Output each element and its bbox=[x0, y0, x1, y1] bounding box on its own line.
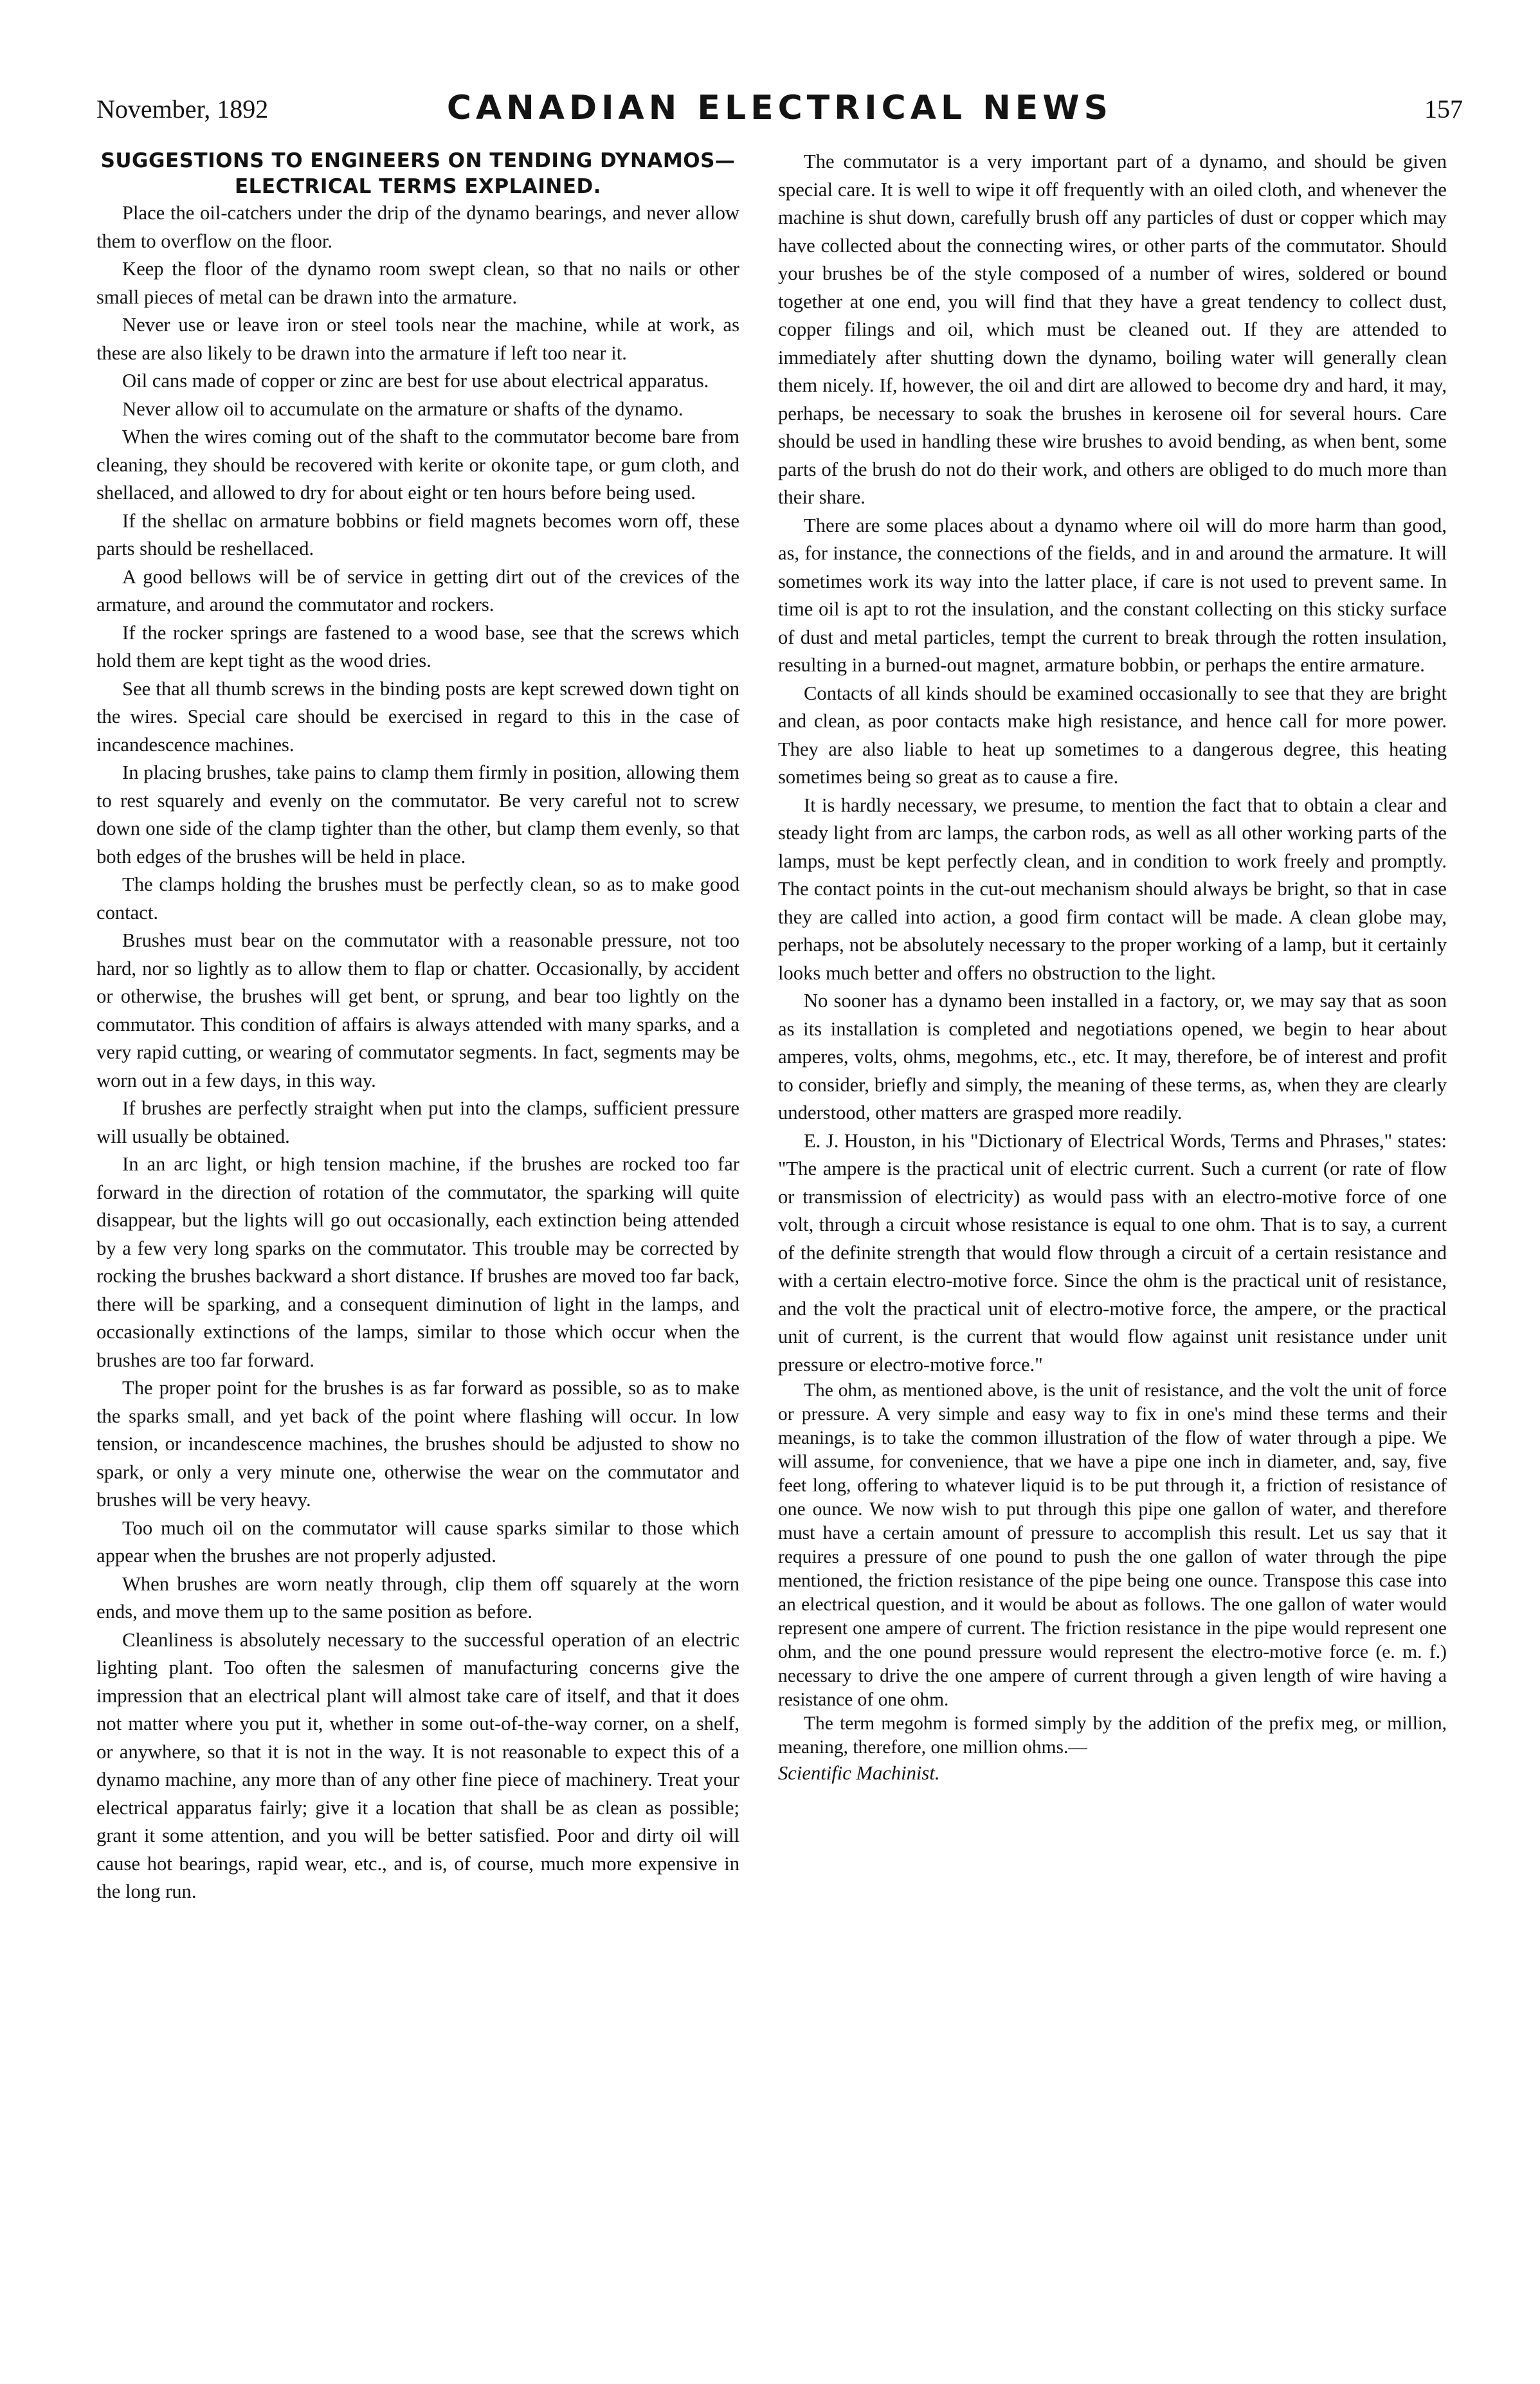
article-paragraph: There are some places about a dynamo where oil will do more harm than good, as, for instance, the connections of the fields, and in and around the armature. It will sometimes work its way into the latter place, if care is not used to prevent same. In time oil is apt to rot the insulation, and the constant collecting on this sticky surface of dust and metal particles, tempt the current to break through the rotten insulation, resulting in a burned-out magnet, armature bobbin, or perhaps the entire armature. bbox=[778, 514, 1447, 676]
article-paragraph: Contacts of all kinds should be examined occasionally to see that they are bright and clean, as poor contacts make high resistance, and hence call for more power. They are also liable to heat up sometimes to a dangerous degree, this heating sometimes being so great as to cause a fire. bbox=[778, 682, 1447, 788]
article-paragraph: A good bellows will be of service in getting dirt out of the crevices of the armature, and around the commutator and rockers. bbox=[96, 565, 739, 615]
article-paragraph: It is hardly necessary, we presume, to mention the fact that to obtain a clear and steady light from arc lamps, the carbon rods, as well as all other working parts of the lamps, must be kept perfectly clean, and in condition to work freely and promptly. The contact points in the cut-out mechanism should always be bright, so that in case they are called into action, a good firm contact will be made. A clean globe may, perhaps, not be absolutely necessary to the proper working of a lamp, but it certainly looks much better and offers no obstruction to the light. bbox=[778, 794, 1447, 984]
article-title-line-2: ELECTRICAL TERMS EXPLAINED. bbox=[234, 175, 602, 198]
article-paragraph: See that all thumb screws in the binding posts are kept screwed down tight on the wires. Special care should be exercised in regard to this in the case of incandescence machines. bbox=[96, 677, 739, 756]
article-paragraph: The ohm, as mentioned above, is the unit of resistance, and the volt the unit of force or pressure. A very simple and easy way to fix in one's mind these terms and their meanings, is to take the common illustration of the flow of water through a pipe. We will assume, for convenience, that we have a pipe one inch in diameter, and, say, five feet long, offering to whatever liquid is to be put through it, a friction of resistance of one ounce. We now wish to put through this pipe one gallon of water, and therefore must have a certain amount of pressure to accomplish this result. Let us say that it requires a pressure of one pound to push the one gallon of water through the pipe mentioned, the friction resistance of the pipe being one ounce. Transpose this case into an electrical question, and it would be about as follows. The one gallon of water would represent one ampere of current. The friction resistance in the pipe would represent one ohm, and the one pound pressure would represent the electro-motive force (e. m. f.) necessary to drive the one ampere of current through a given length of wire having a resistance of one ohm. bbox=[778, 1380, 1447, 1710]
article-paragraph: If the shellac on armature bobbins or field magnets becomes worn off, these parts should be reshellaced. bbox=[96, 509, 739, 560]
article-paragraph: No sooner has a dynamo been installed in a factory, or, we may say that as soon as its installation is completed and negotiations opened, we begin to hear about amperes, volts, ohms, megohms, etc., etc. It may, therefore, be of interest and profit to consider, briefly and simply, the meaning of these terms, as, when they are clearly understood, other matters are grasped more readily. bbox=[778, 990, 1447, 1124]
article-paragraph: Too much oil on the commutator will cause sparks similar to those which appear when the brushes are not properly adjusted. bbox=[96, 1516, 739, 1567]
left-column bbox=[96, 148, 739, 2360]
right-column-body bbox=[778, 148, 1447, 1760]
article-paragraph: Cleanliness is absolutely necessary to the successful operation of an electric lighting plant. Too often the salesmen of manufacturing concerns give the impression that an electrical plant will almost take care of itself, and that it does not matter where you put it, whether in some out-of-the-way corner, on a shelf, or anywhere, so that it is not in the way. It is not reasonable to expect this of a dynamo machine, any more than of any other fine piece of machinery. Treat your electrical apparatus fairly; give it a location that shall be as clean as possible; grant it some attention, and you will be better satisfied. Poor and dirty oil will cause hot bearings, rapid wear, etc., and is, of course, much more expensive in the long run. bbox=[96, 1628, 739, 1902]
article-paragraph: In an arc light, or high tension machine, if the brushes are rocked too far forward in the direction of rotation of the commutator, the sparking will quite disappear, but the lights will go out occasionally, each extinction being attended by a few very long sparks on the commutator. This trouble may be corrected by rocking the brushes backward a short distance. If brushes are moved too far back, there will be sparking, and a consequent diminution of light in the lamps, and occasionally extinctions of the lamps, similar to those which occur when the brushes are too far forward. bbox=[96, 1153, 739, 1371]
article-paragraph: Never allow oil to accumulate on the armature or shafts of the dynamo. bbox=[122, 397, 684, 420]
page-header bbox=[96, 89, 1463, 134]
article-paragraph: Oil cans made of copper or zinc are best for use about electrical apparatus. bbox=[122, 370, 709, 392]
article-paragraph: Place the oil-catchers under the drip of the dynamo bearings, and never allow them to overflow on the floor. bbox=[96, 202, 739, 252]
article-paragraph: If the rocker springs are fastened to a wood base, see that the screws which hold them are kept tight as the wood dries. bbox=[96, 621, 739, 671]
article-paragraph: When the wires coming out of the shaft to the commutator become bare from cleaning, they should be recovered with kerite or okonite tape, or gum cloth, and shellaced, and allowed to dry for about eight or ten hours before being used. bbox=[96, 426, 739, 504]
right-column bbox=[778, 148, 1447, 2360]
publication-title: CANADIAN ELECTRICAL NEWS bbox=[446, 89, 1113, 127]
article-source: Scientific Machinist. bbox=[778, 1762, 940, 1784]
article-paragraph: If brushes are perfectly straight when put into the clamps, sufficient pressure will usually be obtained. bbox=[96, 1097, 739, 1147]
article-paragraph: The commutator is a very important part of a dynamo, and should be given special care. It is well to wipe it off frequently with an oiled cloth, and whenever the machine is shut down, carefully brush off any particles of dust or copper which may have collected about the connecting wires, or other parts of the commutator. Should your brushes be of the style composed of a number of wires, soldered or bound together at one end, you will find that they have a great tendency to collect dust, copper filings and oil, which must be cleaned out. If they are attended to immediately after shutting down the dynamo, boiling water will generally clean them nicely. If, however, the oil and dirt are allowed to become dry and hard, it may, perhaps, be necessary to soak the brushes in kerosene oil for several hours. Care should be used in handling these wire brushes to avoid bending, as when bent, some parts of the brush do not do their work, and others are obliged to do much more than their share. bbox=[778, 150, 1447, 508]
left-column-body bbox=[96, 199, 739, 1906]
article-paragraph: Brushes must bear on the commutator with a reasonable pressure, not too hard, nor so lightly as to allow them to flap or chatter. Occasionally, by accident or otherwise, the brushes will get bent, or sprung, and bear too lightly on the commutator. This condition of affairs is always attended with many sparks, and a very rapid cutting, or wearing of commutator segments. In fact, segments may be worn out in a few days, in this way. bbox=[96, 929, 739, 1091]
article-paragraph: The clamps holding the brushes must be perfectly clean, so as to make good contact. bbox=[96, 873, 739, 924]
issue-date: November, 1892 bbox=[96, 95, 269, 123]
article-paragraph: In placing brushes, take pains to clamp them firmly in position, allowing them to rest squarely and evenly on the commutator. Be very careful not to screw down one side of the clamp tighter than the other, but clamp them evenly, so that both edges of the brushes will be held in place. bbox=[96, 761, 739, 868]
article-paragraph: Never use or leave iron or steel tools near the machine, while at work, as these are also likely to be drawn into the armature if left too near it. bbox=[96, 314, 739, 364]
article-title-line-1: SUGGESTIONS TO ENGINEERS ON TENDING DYNAMOS— bbox=[100, 149, 736, 172]
page-number: 157 bbox=[1424, 95, 1463, 123]
article-paragraph: E. J. Houston, in his "Dictionary of Electrical Words, Terms and Phrases," states: "The ampere is the practical unit of electric current. Such a current (or rate of flow or transmission of electricity) as would pass with an electro-motive force of one volt, through a circuit whose resistance is equal to one ohm. That is to say, a current of the definite strength that would flow through a circuit of a certain resistance and with a certain electro-motive force. Since the ohm is the practical unit of resistance, and the volt the practical unit of electro-motive force, the ampere, or the practical unit of current, is the current that would flow against unit resistance under unit pressure or electro-motive force." bbox=[778, 1129, 1447, 1376]
article-paragraph: Keep the floor of the dynamo room swept clean, so that no nails or other small pieces of metal can be drawn into the armature. bbox=[96, 258, 739, 308]
article-paragraph: When brushes are worn neatly through, clip them off squarely at the worn ends, and move them up to the same position as before. bbox=[96, 1572, 739, 1623]
article-paragraph: The term megohm is formed simply by the addition of the prefix meg, or million, meaning, therefore, one million ohms.— bbox=[778, 1713, 1447, 1758]
article-paragraph: The proper point for the brushes is as far forward as possible, so as to make the sparks small, and yet back of the point where flashing will occur. In low tension, or incandescence machines, the brushes should be adjusted to show no spark, or only a very minute one, otherwise the wear on the commutator and brushes will be very heavy. bbox=[96, 1377, 739, 1511]
article-title bbox=[96, 148, 739, 199]
